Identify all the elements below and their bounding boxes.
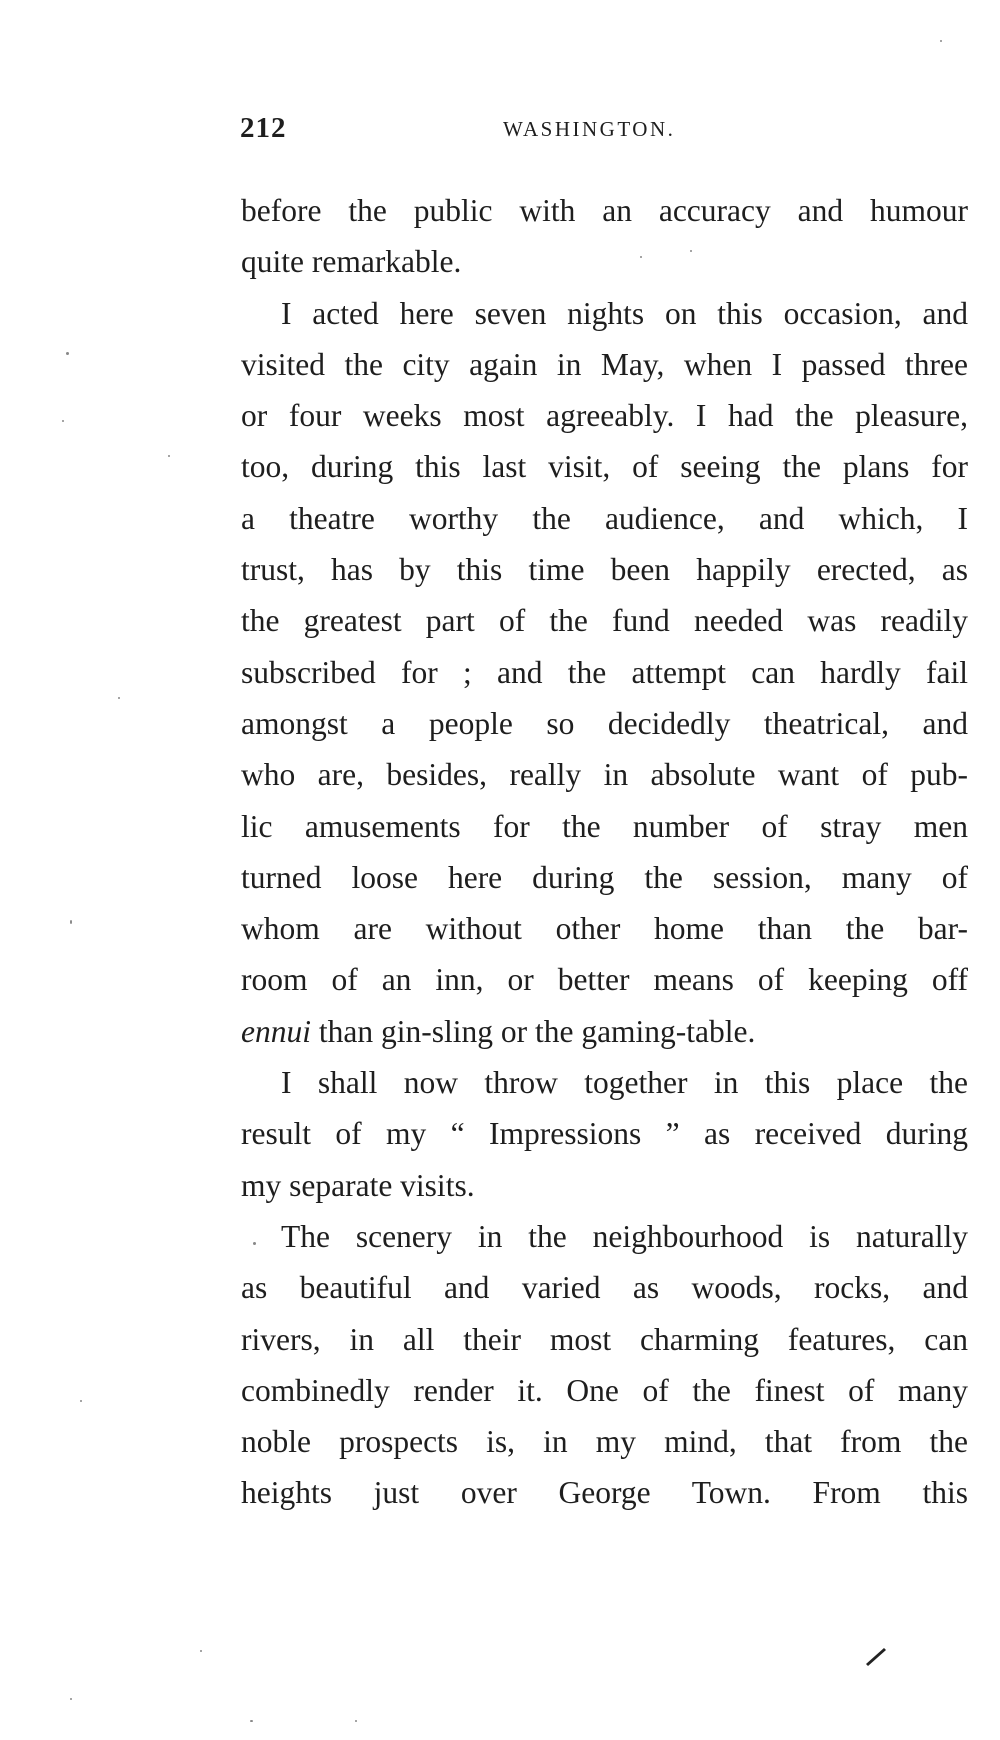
text-line: The scenery in the neighbourhood is naturally xyxy=(281,1218,968,1254)
body-text xyxy=(241,185,968,1519)
text-line: turned loose here during the session, many of xyxy=(241,859,968,895)
running-title: WASHINGTON. xyxy=(503,117,676,141)
scan-speck xyxy=(253,1242,256,1245)
text-line-rest: than gin-sling or the gaming-table. xyxy=(318,1013,756,1049)
scan-speck xyxy=(355,1720,357,1722)
text-line: or four weeks most agreeably. I had the pleasure, xyxy=(241,398,968,434)
text-line: amongst a people so decidedly theatrical, and xyxy=(241,705,968,741)
text-line: who are, besides, really in absolute want of pub- xyxy=(241,757,968,793)
scan-speck xyxy=(80,1400,82,1402)
text-line: quite remarkable. xyxy=(241,244,462,280)
text-line: too, during this last visit, of seeing the plans for xyxy=(241,449,968,485)
text-line: as beautiful and varied as woods, rocks, and xyxy=(241,1270,968,1306)
text-line: rivers, in all their most charming features, can xyxy=(241,1321,968,1357)
text-line: before the public with an accuracy and humour xyxy=(241,193,968,228)
scan-speck xyxy=(70,920,72,924)
pen-stroke-mark xyxy=(862,1640,892,1670)
text-line: heights just over George Town. From this xyxy=(241,1475,968,1511)
scan-speck xyxy=(940,40,942,42)
text-line-with-italic xyxy=(241,1006,968,1057)
italic-word: ennui xyxy=(241,1013,311,1049)
scan-speck xyxy=(690,250,692,252)
scan-speck xyxy=(640,256,642,258)
page-number: 212 xyxy=(240,112,287,144)
running-head xyxy=(240,112,940,152)
text-line: the greatest part of the fund needed was readily xyxy=(241,603,968,639)
text-line: my separate visits. xyxy=(241,1167,475,1203)
scan-speck xyxy=(62,420,64,422)
text-line: room of an inn, or better means of keeping off xyxy=(241,962,968,998)
text-line: I shall now throw together in this place the xyxy=(281,1065,968,1101)
text-line: result of my “ Impressions ” as received during xyxy=(241,1116,968,1152)
scan-speck xyxy=(118,697,120,699)
scan-speck xyxy=(70,1698,72,1700)
text-line: whom are without other home than the bar- xyxy=(241,911,968,947)
text-line: combinedly render it. One of the finest of many xyxy=(241,1372,968,1408)
scan-speck xyxy=(66,352,69,355)
text-line: noble prospects is, in my mind, that from the xyxy=(241,1424,968,1460)
text-line: I acted here seven nights on this occasion, and xyxy=(281,295,968,331)
scan-speck xyxy=(168,455,170,457)
scan-speck xyxy=(200,1650,202,1652)
text-line: subscribed for ; and the attempt can hardly fail xyxy=(241,654,968,690)
text-line: a theatre worthy the audience, and which, I xyxy=(241,500,968,536)
scan-speck xyxy=(250,1720,253,1722)
text-line: visited the city again in May, when I passed three xyxy=(241,346,968,382)
text-line: lic amusements for the number of stray men xyxy=(241,808,968,844)
text-line: trust, has by this time been happily erected, as xyxy=(241,552,968,588)
